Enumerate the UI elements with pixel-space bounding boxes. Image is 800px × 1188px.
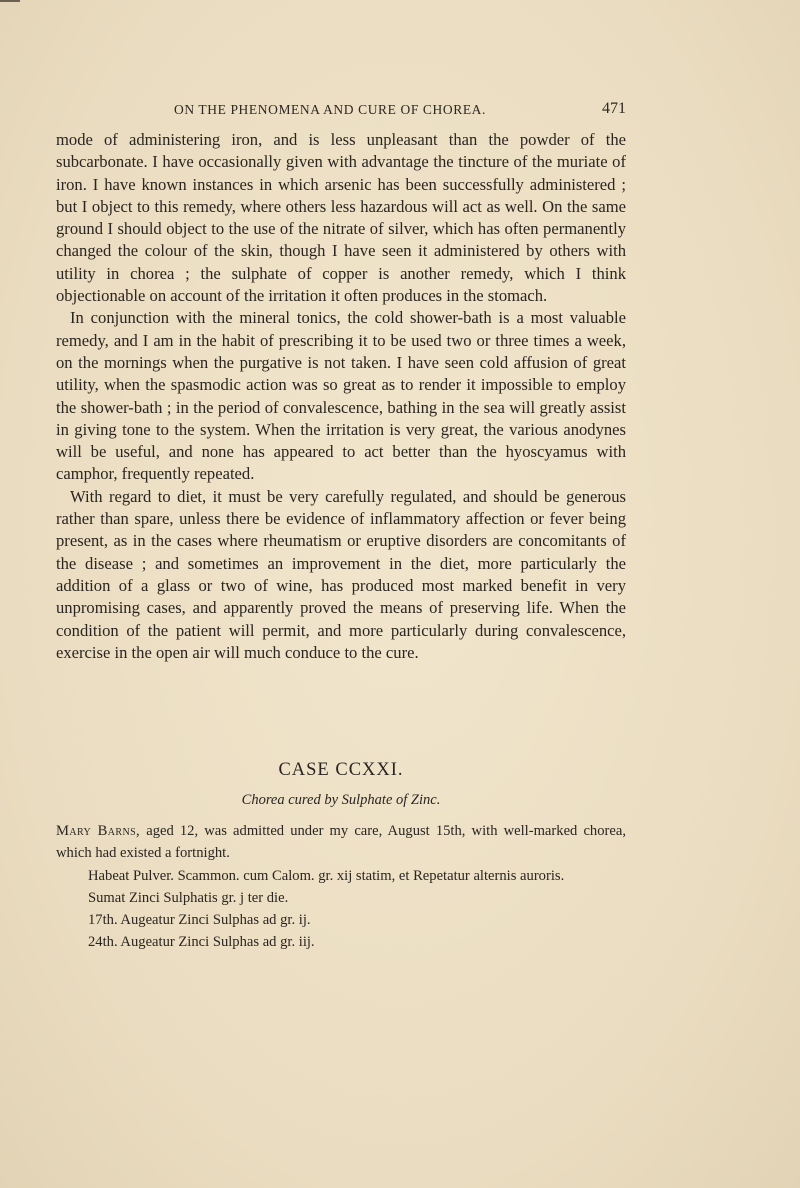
patient-name: Mary Barns, [56, 823, 141, 839]
body-text [56, 129, 626, 664]
paragraph-diet: With regard to diet, it must be very carefully regulated, and should be generous rather than spare, unless there be evidence of inflammatory affection or fever being present, as in the cases where rheumatism or eruptive disorders are concomitants of the disease ; and sometimes an improvement in the diet, more particularly the addition of a glass or two of wine, has produced most marked benefit in very unpromising cases, and apparently proved the means of preserving life. When the condition of the patient will permit, and more particularly during convalescence, exercise in the open air will much conduce to the cure. [56, 486, 626, 662]
running-head [56, 102, 626, 124]
case-entry: 17th. Augeatur Zinci Sulphas ad gr. ij. [88, 912, 311, 929]
corner-mark [0, 0, 20, 2]
paragraph-iron-remedies: mode of administering iron, and is less unpleasant than the powder of the subcarbonate. I have occasionally given with advantage the tincture of the muriate of iron. I have known instances in which arsenic has been successfully administered ; but I object to this remedy, where others less hazardous will act as well. On the same ground I should object to the use of the nitrate of silver, which has often permanently changed the colour of the skin, though I have seen it administered by others with utility in chorea ; the sulphate of copper is another remedy, which I think objectionable on account of the irritation it often produces in the stomach. [56, 130, 626, 306]
running-title: ON THE PHENOMENA AND CURE OF CHOREA. [174, 102, 486, 117]
case-entry: 24th. Augeatur Zinci Sulphas ad gr. iij. [88, 934, 315, 951]
case-intro [56, 820, 626, 865]
case-body [56, 820, 626, 954]
case-intro-text: aged 12, was admitted under my care, August 15th, with well-marked chorea, which had existed a fortnight. [56, 823, 626, 862]
case-entry: Habeat Pulver. Scammon. cum Calom. gr. xij statim, et Repetatur alternis auroris. [88, 867, 565, 884]
case-title: CASE CCXXI. [278, 760, 404, 780]
case-entry: Sumat Zinci Sulphatis gr. j ter die. [88, 889, 289, 906]
case-subtitle: Chorea cured by Sulphate of Zinc. [241, 792, 441, 808]
paragraph-shower-bath: In conjunction with the mineral tonics, the cold shower-bath is a most valuable remedy, and I am in the habit of prescribing it to be used two or three times a week, on the mornings when the purgative is not taken. I have seen cold affusion of great utility, when the spasmodic action was so great as to render it impossible to employ the shower-bath ; in the period of convalescence, bathing in the sea will greatly assist in giving tone to the system. When the irritation is very great, the various anodynes will be useful, and none has appeared to act better than the hyoscyamus with camphor, frequently repeated. [56, 308, 626, 484]
page-number: 471 [602, 100, 626, 117]
